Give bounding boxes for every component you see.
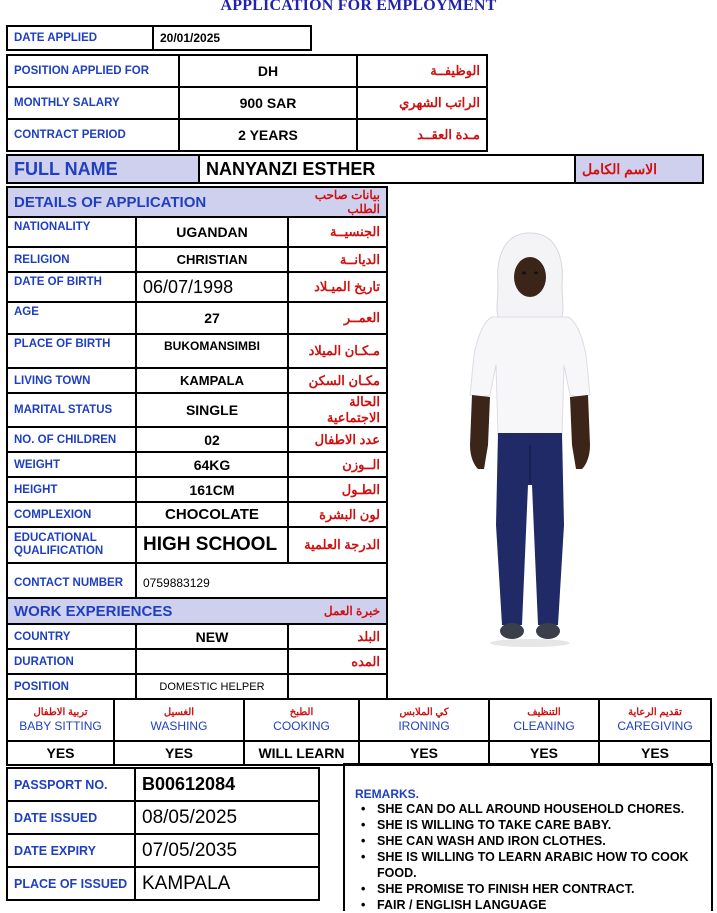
dob-label: DATE OF BIRTH	[7, 272, 136, 302]
full-name-label: FULL NAME	[7, 155, 199, 183]
position-table	[6, 54, 488, 152]
nationality-arabic: الجنسيــة	[288, 217, 387, 247]
form-title: APPLICATION FOR EMPLOYMENT	[220, 0, 497, 14]
age-value: 27	[136, 302, 288, 334]
skill-caregiving	[599, 699, 711, 741]
date-applied-table	[6, 25, 312, 51]
nationality-value: UGANDAN	[136, 217, 288, 247]
weight-arabic: الــوزن	[288, 452, 387, 477]
work-header-arabic: خبرة العمل	[288, 598, 387, 624]
passport-no-value: B00612084	[135, 768, 319, 801]
salary-value: 900 SAR	[179, 87, 357, 119]
skill-washing-arabic: الغسيل	[163, 707, 195, 718]
salary-arabic: الراتب الشهري	[357, 87, 487, 119]
details-header-arabic: بيانات صاحب الطلب	[288, 187, 387, 217]
religion-label: RELIGION	[7, 247, 136, 272]
date-expiry-label: DATE EXPIRY	[7, 834, 135, 867]
remark-item: • SHE CAN WASH AND IRON CLOTHES.	[367, 833, 703, 849]
height-arabic: الطـول	[288, 477, 387, 502]
contract-label: CONTRACT PERIOD	[7, 119, 179, 151]
children-label: NO. OF CHILDREN	[7, 427, 136, 452]
skill-cleaning-label: CLEANING	[513, 719, 575, 733]
skill-ironing-label: IRONING	[398, 719, 450, 733]
passport-no-label: PASSPORT NO.	[7, 768, 135, 801]
skill-cleaning-arabic: التنظيف	[527, 707, 561, 718]
remarks-box	[343, 763, 713, 911]
country-label: COUNTRY	[7, 624, 136, 649]
skill-caregiving-value: YES	[599, 741, 711, 765]
skill-ironing-arabic: كي الملابس	[399, 707, 449, 718]
remark-item: • SHE IS WILLING TO TAKE CARE BABY.	[367, 817, 703, 833]
skills-table	[6, 698, 712, 766]
living-town-label: LIVING TOWN	[7, 368, 136, 393]
marital-arabic: الحالة الاجتماعية	[288, 393, 387, 427]
nationality-label: NATIONALITY	[7, 217, 136, 247]
age-label: AGE	[7, 302, 136, 334]
complexion-value: CHOCOLATE	[136, 502, 288, 527]
date-applied-label: DATE APPLIED	[7, 26, 153, 50]
date-expiry-value: 07/05/2035	[135, 834, 319, 867]
applicant-photo	[440, 225, 620, 655]
full-name-arabic: الاسم الكامل	[575, 155, 703, 183]
skill-caregiving-arabic: تقديم الرعاية	[628, 707, 682, 718]
skill-cooking-arabic: الطبخ	[289, 707, 314, 718]
pob-value: BUKOMANSIMBI	[136, 334, 288, 368]
skill-cooking-label: COOKING	[273, 719, 330, 733]
remark-item: • SHE CAN DO ALL AROUND HOUSEHOLD CHORES.	[367, 801, 703, 817]
religion-arabic: الديانــة	[288, 247, 387, 272]
skill-baby-sitting-label: BABY SITTING	[19, 719, 102, 733]
contract-value: 2 YEARS	[179, 119, 357, 151]
marital-value: SINGLE	[136, 393, 288, 427]
skill-cooking	[244, 699, 359, 741]
position-value: DH	[179, 55, 357, 87]
remarks-title: REMARKS.	[355, 787, 420, 801]
duration-label: DURATION	[7, 649, 136, 674]
details-table	[6, 186, 388, 604]
skill-washing-label: WASHING	[150, 719, 208, 733]
remark-item: • SHE IS WILLING TO LEARN ARABIC HOW TO COOK FOOD.	[367, 849, 703, 881]
skill-washing-value: YES	[114, 741, 244, 765]
position-arabic: الوظيفــة	[357, 55, 487, 87]
place-issued-value: KAMPALA	[135, 867, 319, 900]
skill-ironing-value: YES	[359, 741, 489, 765]
contact-label: CONTACT NUMBER	[7, 563, 136, 603]
skill-cooking-value: WILL LEARN	[244, 741, 359, 765]
skill-washing	[114, 699, 244, 741]
dob-value: 06/07/1998	[136, 272, 288, 302]
skill-caregiving-label: CAREGIVING	[617, 719, 693, 733]
full-name-table	[6, 154, 704, 184]
duration-value	[136, 649, 288, 674]
salary-label: MONTHLY SALARY	[7, 87, 179, 119]
duration-arabic: المده	[288, 649, 387, 674]
skill-ironing	[359, 699, 489, 741]
complexion-label: COMPLEXION	[7, 502, 136, 527]
pob-arabic: مـكـان الميلاد	[288, 334, 387, 368]
passport-table	[6, 767, 320, 901]
complexion-arabic: لون البشرة	[288, 502, 387, 527]
remarks-list	[355, 801, 703, 913]
date-applied-value: 20/01/2025	[153, 26, 311, 50]
work-header: WORK EXPERIENCES	[7, 598, 288, 624]
weight-label: WEIGHT	[7, 452, 136, 477]
date-issued-value: 08/05/2025	[135, 801, 319, 834]
education-value: HIGH SCHOOL	[136, 527, 288, 563]
place-issued-label: PLACE OF ISSUED	[7, 867, 135, 900]
living-town-value: KAMPALA	[136, 368, 288, 393]
pob-label: PLACE OF BIRTH	[7, 334, 136, 368]
remark-item: • SHE PROMISE TO FINISH HER CONTRACT.	[367, 881, 703, 897]
skill-cleaning-value: YES	[489, 741, 599, 765]
children-arabic: عدد الاطفال	[288, 427, 387, 452]
age-arabic: العمــر	[288, 302, 387, 334]
marital-label: MARITAL STATUS	[7, 393, 136, 427]
children-value: 02	[136, 427, 288, 452]
skill-baby-sitting	[7, 699, 114, 741]
country-value: NEW	[136, 624, 288, 649]
contract-arabic: مـدة العقــد	[357, 119, 487, 151]
details-header: DETAILS OF APPLICATION	[7, 187, 288, 217]
height-label: HEIGHT	[7, 477, 136, 502]
country-arabic: البلد	[288, 624, 387, 649]
height-value: 161CM	[136, 477, 288, 502]
skill-cleaning	[489, 699, 599, 741]
skill-baby-sitting-value: YES	[7, 741, 114, 765]
date-issued-label: DATE ISSUED	[7, 801, 135, 834]
work-position-arabic	[288, 674, 387, 699]
weight-value: 64KG	[136, 452, 288, 477]
dob-arabic: تاريخ الميـلاد	[288, 272, 387, 302]
remark-item: • FAIR / ENGLISH LANGUAGE	[367, 897, 703, 913]
full-name-value: NANYANZI ESTHER	[199, 155, 575, 183]
work-position-label: POSITION	[7, 674, 136, 699]
living-town-arabic: مكـان السكن	[288, 368, 387, 393]
work-position-value: DOMESTIC HELPER	[136, 674, 288, 699]
skill-baby-sitting-arabic: تربية الاطفال	[33, 707, 88, 718]
religion-value: CHRISTIAN	[136, 247, 288, 272]
contact-value: 0759883129	[136, 563, 387, 603]
education-arabic: الدرجة العلمية	[288, 527, 387, 563]
work-table	[6, 597, 388, 700]
position-label: POSITION APPLIED FOR	[7, 55, 179, 87]
education-label: EDUCATIONAL QUALIFICATION	[7, 527, 136, 563]
